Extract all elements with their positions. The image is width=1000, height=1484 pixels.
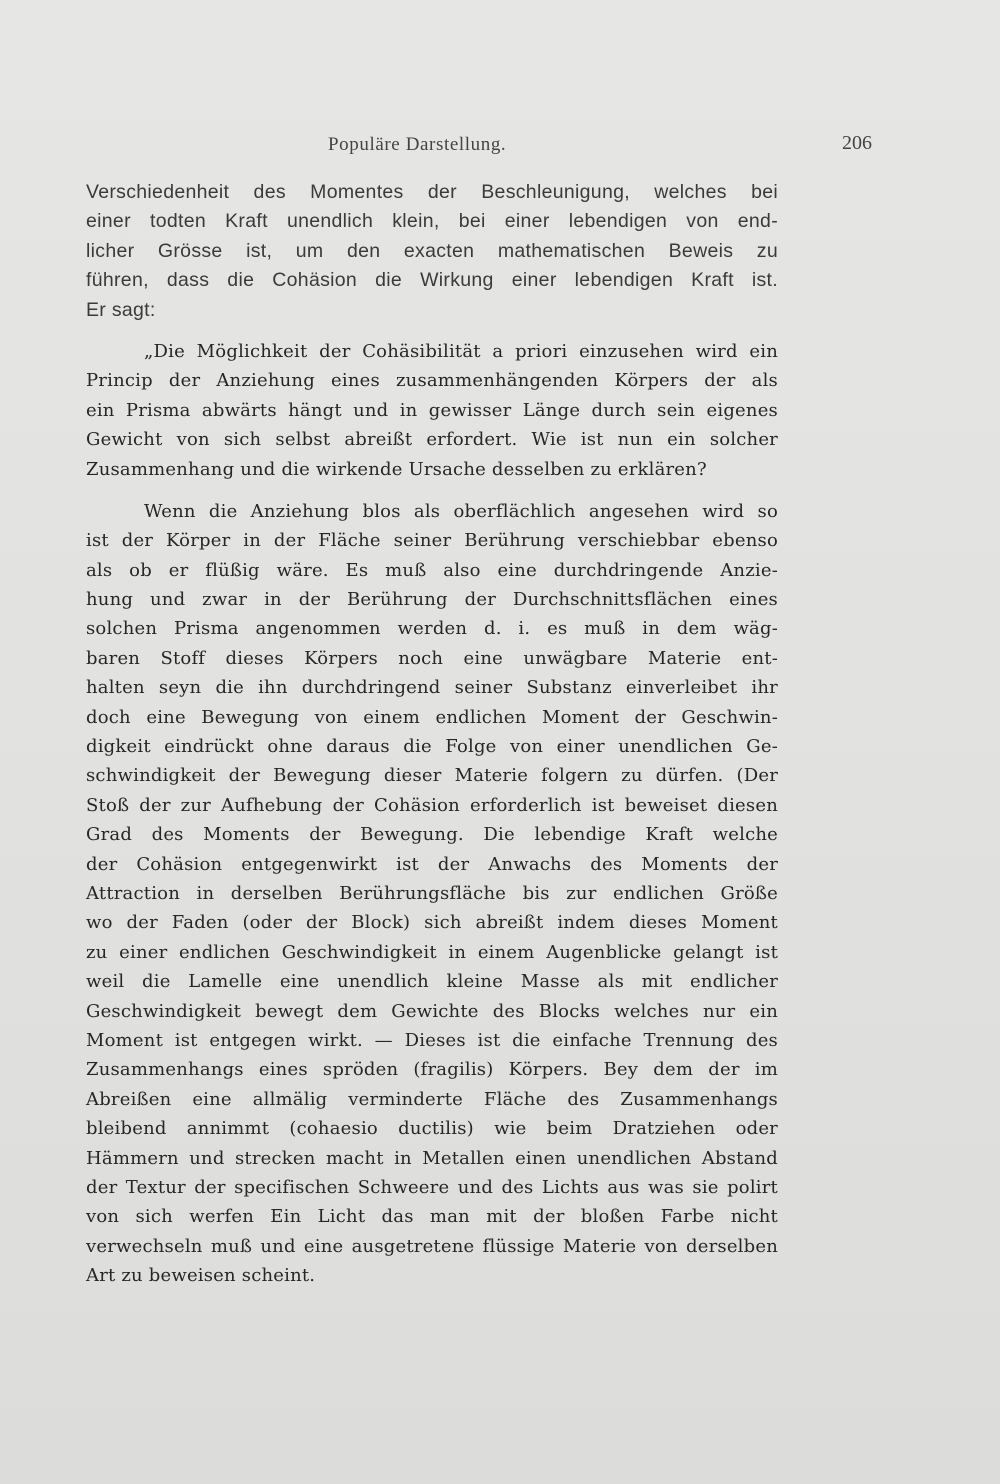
text-line: Moment ist entgegen wirkt. — Dieses ist die einfache Trennung des xyxy=(86,1029,778,1051)
text-line: verwechseln muß und eine ausgetretene flüssige Materie von derselben xyxy=(86,1235,778,1257)
text-line: zu einer endlichen Geschwindigkeit in einem Augenblicke gelangt ist xyxy=(86,941,778,963)
text-line: Zusammenhangs eines spröden (fragilis) Körpers. Bey dem der im xyxy=(86,1059,778,1081)
text-line: licher Grösse ist, um den exacten mathematischen Beweis zu xyxy=(86,239,778,262)
text-line: hung und zwar in der Berührung der Durchschnittsflächen eines xyxy=(86,589,778,611)
text-line: baren Stoff dieses Körpers noch eine unwägbare Materie ent- xyxy=(86,647,778,669)
text-line: Abreißen eine allmälig verminderte Fläche des Zusammenhangs xyxy=(86,1088,778,1110)
intro-paragraph xyxy=(86,178,778,325)
text-line: schwindigkeit der Bewegung dieser Materie folgern zu dürfen. (Der xyxy=(86,765,778,787)
text-line: der Textur der specifischen Schweere und des Lichts aus was sie polirt xyxy=(86,1176,778,1198)
text-line: Geschwindigkeit bewegt dem Gewichte des Blocks welches nur ein xyxy=(86,1000,778,1022)
text-line: Wenn die Anziehung blos als oberflächlich angesehen wird so xyxy=(144,500,778,522)
text-line: doch eine Bewegung von einem endlichen Moment der Geschwin- xyxy=(86,706,778,728)
text-line: ein Prisma abwärts hängt und in gewisser Länge durch sein eigenes xyxy=(86,399,778,421)
text-line: Stoß der zur Aufhebung der Cohäsion erforderlich ist beweiset diesen xyxy=(86,794,778,816)
text-line: als ob er flüßig wäre. Es muß also eine durchdringende Anzie- xyxy=(86,559,778,581)
text-line: solchen Prisma angenommen werden d. i. es muß in dem wäg- xyxy=(86,618,778,640)
text-line: Grad des Moments der Bewegung. Die lebendige Kraft welche xyxy=(86,824,778,846)
text-line: wo der Faden (oder der Block) sich abreißt indem dieses Moment xyxy=(86,912,778,934)
page-body xyxy=(86,178,778,1290)
text-line: halten seyn die ihn durchdringend seiner Substanz einverleibet ihr xyxy=(86,677,778,699)
quote-paragraph-1 xyxy=(86,337,778,484)
text-line: Princip der Anziehung eines zusammenhängenden Körpers der als xyxy=(86,370,778,392)
text-line: weil die Lamelle eine unendlich kleine Masse als mit endlicher xyxy=(86,971,778,993)
text-line: Verschiedenheit des Momentes der Beschleunigung, welches bei xyxy=(86,181,778,203)
quote-paragraph-2 xyxy=(86,497,778,1291)
text-line: Hämmern und strecken macht in Metallen einen unendlichen Abstand xyxy=(86,1147,778,1169)
text-line: digkeit eindrückt ohne daraus die Folge von einer unendlichen Ge- xyxy=(86,736,778,758)
text-line: bleibend annimmt (cohaesio ductilis) wie beim Dratziehen oder xyxy=(86,1118,778,1140)
text-line: „Die Möglichkeit der Cohäsibilität a priori einzusehen wird ein xyxy=(144,340,778,362)
text-line: Art zu beweisen scheint. xyxy=(86,1265,316,1287)
running-title: Populäre Darstellung. xyxy=(328,134,507,155)
text-line: von sich werfen Ein Licht das man mit der bloßen Farbe nicht xyxy=(86,1206,778,1228)
text-line: Zusammenhang und die wirkende Ursache desselben zu erklären? xyxy=(86,458,707,480)
text-line: Attraction in derselben Berührungsfläche bis zur endlichen Größe xyxy=(86,882,778,904)
running-header xyxy=(0,134,1000,158)
text-line: Gewicht von sich selbst abreißt erfordert. Wie ist nun ein solcher xyxy=(86,429,778,451)
text-line: Er sagt: xyxy=(86,298,156,321)
text-line: ist der Körper in der Fläche seiner Berührung verschiebbar ebenso xyxy=(86,530,778,552)
text-line: einer todten Kraft unendlich klein, bei einer lebendigen von end- xyxy=(86,210,778,233)
text-line: der Cohäsion entgegenwirkt ist der Anwachs des Moments der xyxy=(86,853,778,875)
page-number: 206 xyxy=(842,132,872,154)
text-line: führen, dass die Cohäsion die Wirkung einer lebendigen Kraft ist. xyxy=(86,269,778,292)
